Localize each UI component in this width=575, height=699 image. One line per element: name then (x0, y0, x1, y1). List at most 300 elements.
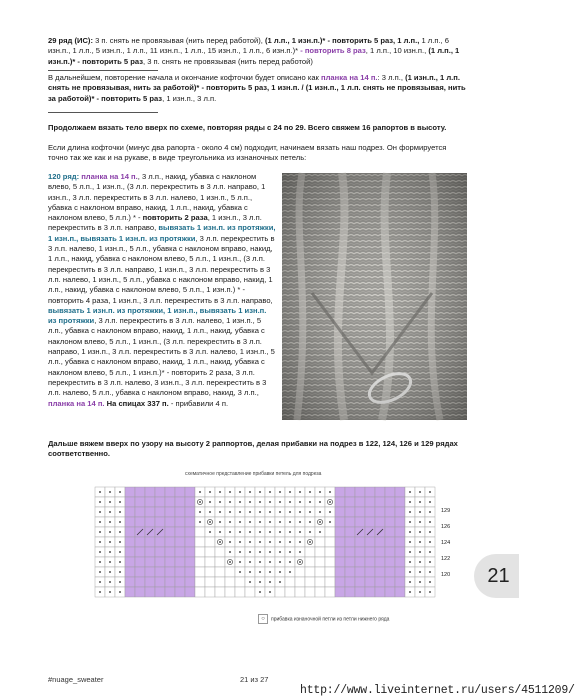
chart-cell (335, 567, 345, 577)
purl-dot (119, 581, 121, 583)
purl-dot (109, 501, 111, 503)
chart-cell (355, 567, 365, 577)
purl-dot (429, 531, 431, 533)
purl-dot (299, 551, 301, 553)
chart-cell (185, 527, 195, 537)
purl-dot (269, 561, 271, 563)
row-label-124: 124 (441, 540, 451, 546)
chart-cell (135, 547, 145, 557)
pattern-instruction: Дальше вяжем вверх по узору на высоту 2 раппортов, делая прибавки на подрез в 122, 124, 126 и 129 рядах соответственно. (48, 439, 458, 459)
chart-cell (315, 547, 325, 557)
chart-cell (395, 547, 405, 557)
chart-cell (145, 547, 155, 557)
chart-cell (215, 557, 225, 567)
purl-dot (309, 541, 311, 543)
chart-cell (355, 487, 365, 497)
chart-cell (245, 587, 255, 597)
chart-cell (385, 567, 395, 577)
chart-cell (175, 527, 185, 537)
chart-cell (215, 587, 225, 597)
chart-cell (185, 577, 195, 587)
chart-cell (325, 577, 335, 587)
chart-cell (235, 577, 245, 587)
purl-dot (259, 541, 261, 543)
chart-cell (165, 567, 175, 577)
purl-dot (289, 571, 291, 573)
purl-dot (409, 571, 411, 573)
purl-dot (429, 571, 431, 573)
purl-dot (299, 541, 301, 543)
chart-cell (305, 567, 315, 577)
chart-cell (165, 547, 175, 557)
knitting-photo (282, 173, 467, 420)
purl-dot (269, 591, 271, 593)
chart-cell (155, 487, 165, 497)
chart-cell (155, 537, 165, 547)
purl-dot (259, 581, 261, 583)
purl-dot (119, 561, 121, 563)
purl-dot (299, 511, 301, 513)
purl-dot (239, 531, 241, 533)
purl-dot (269, 551, 271, 553)
chart-cell (315, 577, 325, 587)
chart-cell (295, 567, 305, 577)
chart-cell (135, 507, 145, 517)
purl-dot (239, 541, 241, 543)
chart-title: схематичное представление прибавки петель для подреза (185, 471, 322, 477)
purl-dot (419, 561, 421, 563)
purl-dot (249, 511, 251, 513)
chart-cell (155, 517, 165, 527)
chart-cell (345, 557, 355, 567)
purl-dot (249, 551, 251, 553)
row-label-129: 129 (441, 508, 451, 514)
purl-dot (299, 561, 301, 563)
purl-dot (269, 511, 271, 513)
purl-dot (289, 561, 291, 563)
purl-dot (429, 541, 431, 543)
purl-dot (239, 561, 241, 563)
legend-symbol: ○ (258, 614, 268, 624)
purl-dot (239, 491, 241, 493)
purl-dot (219, 541, 221, 543)
chart-cell (345, 587, 355, 597)
chart-cell (165, 517, 175, 527)
chart-cell (185, 587, 195, 597)
purl-dot (229, 491, 231, 493)
knitting-photo-image (282, 173, 467, 420)
chart-cell (195, 557, 205, 567)
chart-cell (345, 537, 355, 547)
purl-dot (249, 521, 251, 523)
chart-cell (375, 547, 385, 557)
chart-cell (365, 577, 375, 587)
chart-cell (175, 507, 185, 517)
purl-dot (209, 491, 211, 493)
chart-cell (385, 587, 395, 597)
chart-cell (155, 547, 165, 557)
chart-cell (335, 557, 345, 567)
chart-cell (395, 517, 405, 527)
purl-dot (209, 511, 211, 513)
chart-cell (355, 517, 365, 527)
chart-cell (195, 567, 205, 577)
chart-cell (395, 497, 405, 507)
chart-cell (125, 577, 135, 587)
purl-dot (99, 561, 101, 563)
purl-dot (419, 491, 421, 493)
purl-dot (279, 511, 281, 513)
chart-cell (395, 587, 405, 597)
purl-dot (409, 511, 411, 513)
purl-dot (279, 491, 281, 493)
chart-cell (175, 487, 185, 497)
purl-dot (409, 501, 411, 503)
purl-dot (319, 511, 321, 513)
chart-cell (215, 567, 225, 577)
chart-cell (205, 547, 215, 557)
purl-dot (239, 551, 241, 553)
purl-dot (419, 521, 421, 523)
purl-dot (239, 571, 241, 573)
chart-cell (145, 507, 155, 517)
chart-cell (295, 587, 305, 597)
chart-cell (205, 567, 215, 577)
purl-dot (279, 521, 281, 523)
purl-dot (409, 581, 411, 583)
purl-dot (409, 591, 411, 593)
purl-dot (409, 491, 411, 493)
purl-dot (109, 491, 111, 493)
chart-cell (195, 527, 205, 537)
purl-dot (289, 491, 291, 493)
purl-dot (279, 531, 281, 533)
chart-cell (395, 507, 405, 517)
purl-dot (99, 591, 101, 593)
purl-dot (109, 571, 111, 573)
chart-cell (125, 537, 135, 547)
chart-cell (375, 577, 385, 587)
purl-dot (259, 571, 261, 573)
chart-cell (385, 507, 395, 517)
chart-cell (355, 557, 365, 567)
chart-cell (395, 577, 405, 587)
chart-cell (275, 587, 285, 597)
chart-cell (335, 537, 345, 547)
chart-cell (345, 547, 355, 557)
purl-dot (259, 561, 261, 563)
purl-dot (109, 591, 111, 593)
purl-dot (109, 511, 111, 513)
chart-cell (185, 557, 195, 567)
purl-dot (269, 581, 271, 583)
continue-instruction: Продолжаем вязать тело вверх по схеме, повторяя ряды с 24 по 29. Всего свяжем 16 рапортов в высоту. (48, 123, 447, 132)
chart-cell (175, 497, 185, 507)
purl-dot (419, 531, 421, 533)
purl-dot (99, 491, 101, 493)
purl-dot (309, 511, 311, 513)
chart-cell (195, 587, 205, 597)
purl-dot (329, 491, 331, 493)
chart-cell (125, 517, 135, 527)
purl-dot (319, 521, 321, 523)
purl-dot (109, 531, 111, 533)
purl-dot (419, 551, 421, 553)
chart-cell (205, 537, 215, 547)
chart-cell (315, 557, 325, 567)
purl-dot (219, 521, 221, 523)
purl-dot (249, 501, 251, 503)
chart-cell (185, 497, 195, 507)
purl-dot (269, 521, 271, 523)
chart-cell (195, 577, 205, 587)
row-29-instruction: 29 ряд (ИС): 3 п. снять не провязывая (нить перед работой), (1 л.п., 1 изн.п.)* - повторить 5 раз, 1 л.п., 1 л.п., 6 изн.п., 1 л.п., 5 изн.п., 1 л.п., 11 изн.п., 1 л.п., 15 изн.п., 1 л.п., 6 изн.п.)* - повторить 8 раз, 1 л.п., 10 изн.п., (1 л.п., 1 изн.п.)* - повторить 5 раз, 3 п. снять не провязывая (нить перед работой) (48, 36, 460, 66)
chart-cell (215, 547, 225, 557)
purl-dot (289, 531, 291, 533)
purl-dot (119, 591, 121, 593)
chart-cell (135, 577, 145, 587)
chart-cell (145, 487, 155, 497)
purl-dot (319, 501, 321, 503)
purl-dot (309, 531, 311, 533)
purl-dot (429, 491, 431, 493)
chart-cell (125, 527, 135, 537)
chart-cell (345, 567, 355, 577)
knitting-chart (95, 487, 435, 599)
purl-dot (209, 531, 211, 533)
purl-dot (219, 531, 221, 533)
purl-dot (429, 511, 431, 513)
purl-dot (229, 511, 231, 513)
chart-cell (315, 567, 325, 577)
purl-dot (409, 551, 411, 553)
chart-cell (325, 557, 335, 567)
chart-cell (185, 517, 195, 527)
purl-dot (239, 511, 241, 513)
chart-cell (285, 577, 295, 587)
chart-cell (385, 497, 395, 507)
chart-cell (325, 567, 335, 577)
purl-dot (229, 531, 231, 533)
purl-dot (299, 501, 301, 503)
purl-dot (119, 571, 121, 573)
purl-dot (259, 531, 261, 533)
purl-dot (319, 531, 321, 533)
chart-cell (185, 487, 195, 497)
purl-dot (279, 561, 281, 563)
chart-cell (145, 517, 155, 527)
purl-dot (199, 521, 201, 523)
purl-dot (269, 501, 271, 503)
chart-cell (375, 507, 385, 517)
purl-dot (259, 521, 261, 523)
purl-dot (119, 531, 121, 533)
chart-cell (355, 507, 365, 517)
chart-cell (285, 587, 295, 597)
purl-dot (199, 491, 201, 493)
chart-cell (225, 587, 235, 597)
chart-cell (385, 547, 395, 557)
chart-cell (385, 517, 395, 527)
purl-dot (269, 541, 271, 543)
purl-dot (219, 491, 221, 493)
chart-cell (335, 587, 345, 597)
chart-cell (125, 497, 135, 507)
chart-cell (165, 497, 175, 507)
chart-cell (325, 527, 335, 537)
chart-cell (335, 487, 345, 497)
purl-dot (119, 521, 121, 523)
chart-cell (305, 577, 315, 587)
chart-cell (175, 557, 185, 567)
chart-cell (325, 537, 335, 547)
purl-dot (249, 541, 251, 543)
purl-dot (319, 491, 321, 493)
chart-cell (155, 577, 165, 587)
purl-dot (219, 511, 221, 513)
purl-dot (419, 511, 421, 513)
purl-dot (259, 501, 261, 503)
purl-dot (229, 521, 231, 523)
footer-hashtag: #nuage_sweater (48, 675, 104, 684)
purl-dot (229, 501, 231, 503)
chart-cell (125, 557, 135, 567)
chart-cell (365, 547, 375, 557)
chart-cell (175, 517, 185, 527)
purl-dot (109, 581, 111, 583)
purl-dot (259, 491, 261, 493)
chart-cell (165, 537, 175, 547)
divider (48, 112, 158, 113)
chart-cell (145, 497, 155, 507)
chart-cell (305, 547, 315, 557)
purl-dot (289, 511, 291, 513)
chart-cell (205, 577, 215, 587)
purl-dot (269, 571, 271, 573)
chart-cell (185, 567, 195, 577)
chart-cell (225, 567, 235, 577)
chart-cell (125, 567, 135, 577)
purl-dot (429, 581, 431, 583)
chart-cell (175, 577, 185, 587)
purl-dot (249, 581, 251, 583)
purl-dot (109, 551, 111, 553)
page-number-badge: 21 (474, 554, 519, 598)
chart-cell (145, 557, 155, 567)
purl-dot (289, 501, 291, 503)
purl-dot (309, 521, 311, 523)
chart-cell (145, 567, 155, 577)
chart-cell (335, 507, 345, 517)
purl-dot (249, 571, 251, 573)
chart-cell (175, 587, 185, 597)
chart-cell (355, 497, 365, 507)
chart-cell (365, 517, 375, 527)
purl-dot (419, 591, 421, 593)
purl-dot (99, 571, 101, 573)
chart-cell (385, 557, 395, 567)
chart-cell (315, 537, 325, 547)
chart-cell (345, 517, 355, 527)
purl-dot (289, 541, 291, 543)
purl-dot (249, 491, 251, 493)
row-120-instruction: 120 ряд: планка на 14 п., 3 л.п., накид, убавка с наклоном влево, 5 л.п., 1 изн.п., (3 л.п. перекрестить в 3 л.п. направо, 1 изн.п., 3 л.п. перекрестить в 3 л.п. налево, 1 изн.п., 5 л.п., убавка с наклоном вправо, накид, 1 л.п., накид, убавка с наклоном влево, 5 л.п.) * - повторить 2 раза, 1 изн.п., 3 л.п. перекрестить в 3 л.п. направо, вывязать 1 изн.п. из протяжки, 1 изн.п., вывязать 1 изн.п. из протяжки, 3 л.п. перекрестить в 3 л.п. налево, 1 изн.п., 5 л.п., убавка с наклоном вправо, накид, 1 л.п., накид, убавка с наклоном влево, 5 л.п., 1 изн.п., (3 л.п. перекрестить в 3 л.п. направо, 1 изн.п., 3 л.п. перекрестить в 3 л.п. налево, 1 изн.п., 5 л.п., убавка с наклоном вправо, накид, 1 л.п., накид, убавка с наклоном влево, 5 л.п., 1 изн.п.) * - повторить 4 раза, 1 изн.п., 3 л.п. перекрестить в 3 л.п. направо, вывязать 1 изн.п. из протяжки, 1 изн.п., вывязать 1 изн.п. из протяжки, 3 л.п. перекрестить в 3 л.п. налево, 1 изн.п., 5 л.п., убавка с наклоном вправо, накид, 1 л.п., накид, убавка с наклоном влево, 5 л.п., 1 изн.п., (3 л.п. перекрестить в 3 л.п. направо, 1 изн.п., 3 л.п. перекрестить в 3 л.п. налево, 1 изн.п., 5 л.п., убавка с наклоном вправо, накид, 1 л.п., накид, убавка с наклоном влево, 5 л.п., 1 изн.п.)* - повторить 2 раза, 3 л.п. перекрестить в 3 л.п. налево, 3 изн.п., 3 л.п. перекрестить в 3 л.п. налево, 5 л.п., убавка с наклоном вправо, накид, 3 л.п., планка на 14 п. На спицах 337 п. - прибавили 4 п. (48, 172, 276, 408)
chart-cell (365, 507, 375, 517)
chart-cell (365, 537, 375, 547)
purl-dot (409, 541, 411, 543)
chart-cell (135, 567, 145, 577)
chart-cell (225, 577, 235, 587)
chart-cell (125, 507, 135, 517)
purl-dot (239, 501, 241, 503)
purl-dot (109, 521, 111, 523)
chart-cell (155, 567, 165, 577)
purl-dot (429, 551, 431, 553)
chart-cell (355, 537, 365, 547)
chart-cell (165, 507, 175, 517)
purl-dot (199, 511, 201, 513)
chart-cell (395, 567, 405, 577)
row-label-122: 122 (441, 556, 451, 562)
purl-dot (329, 521, 331, 523)
purl-dot (229, 551, 231, 553)
purl-dot (109, 561, 111, 563)
purl-dot (99, 541, 101, 543)
purl-dot (279, 501, 281, 503)
purl-dot (429, 561, 431, 563)
purl-dot (239, 521, 241, 523)
purl-dot (309, 501, 311, 503)
purl-dot (409, 531, 411, 533)
chart-cell (365, 587, 375, 597)
chart-cell (145, 577, 155, 587)
chart-cell (395, 557, 405, 567)
purl-dot (419, 581, 421, 583)
chart-cell (335, 497, 345, 507)
chart-cell (375, 587, 385, 597)
chart-cell (135, 517, 145, 527)
purl-dot (199, 501, 201, 503)
chart-cell (385, 487, 395, 497)
chart-cell (235, 587, 245, 597)
chart-cell (185, 507, 195, 517)
purl-dot (269, 491, 271, 493)
purl-dot (119, 491, 121, 493)
chart-cell (375, 487, 385, 497)
watermark-url: http://www.liveinternet.ru/users/4511209/ (300, 684, 575, 697)
chart-cell (335, 547, 345, 557)
purl-dot (279, 541, 281, 543)
purl-dot (119, 541, 121, 543)
chart-cell (345, 487, 355, 497)
chart-cell (385, 577, 395, 587)
chart-legend: ○ прибавка изнаночной петли из петли нижнего ряда (258, 614, 389, 624)
chart-cell (365, 497, 375, 507)
chart-cell (395, 487, 405, 497)
chart-cell (345, 577, 355, 587)
chart-cell (325, 587, 335, 597)
purl-dot (259, 551, 261, 553)
chart-cell (385, 527, 395, 537)
plank-note: В дальнейшем, повторение начала и окончание кофточки будет описано как планка на 14 п.: 3 л.п., (1 изн.п., 1 л.п. снять не провязывая, нить за работой)* - повторить 5 раз, 1 изн.п. / (1 изн.п., 1 л.п. снять не провязывая, нить за работой)* - повторить 5 раз, 1 изн.п., 3 л.п. (48, 73, 466, 103)
footer-page: 21 из 27 (240, 675, 269, 684)
chart-cell (375, 557, 385, 567)
chart-cell (165, 587, 175, 597)
chart-cell (365, 557, 375, 567)
chart-cell (395, 537, 405, 547)
purl-dot (409, 521, 411, 523)
chart-cell (295, 577, 305, 587)
